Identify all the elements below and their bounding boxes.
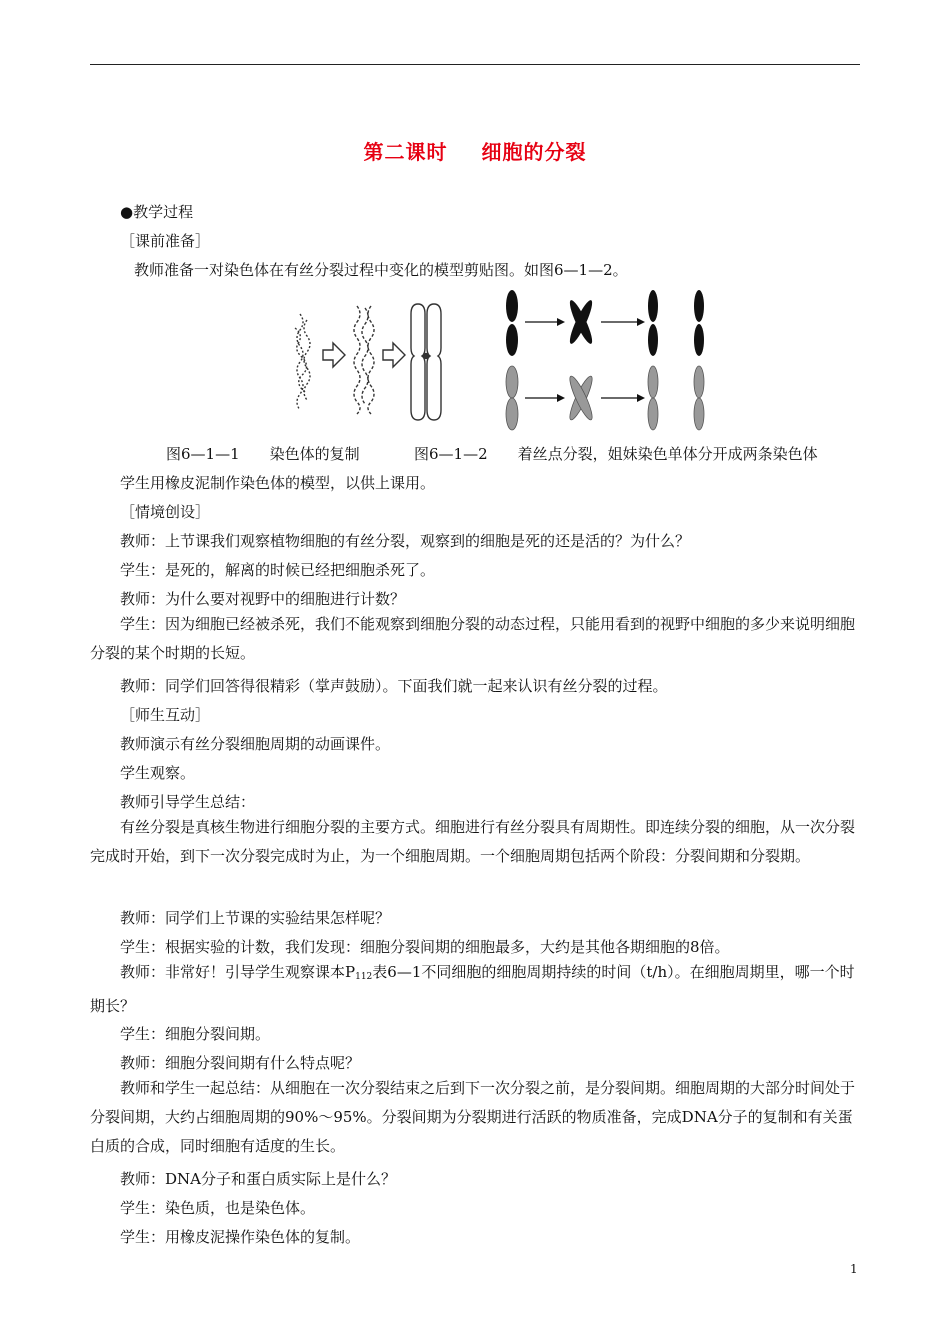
gray-chromosome-row — [506, 366, 704, 430]
dialog-line: 教师：同学们回答得很精彩（掌声鼓励）。下面我们就一起来认识有丝分裂的过程。 — [120, 677, 668, 695]
dialog-line: 教师：同学们上节课的实验结果怎样呢？ — [120, 909, 391, 927]
dialog-line: 教师：DNA分子和蛋白质实际上是什么？ — [120, 1170, 396, 1188]
dialog-line: 学生观察。 — [120, 764, 196, 782]
dialog-line: 学生：染色质，也是染色体。 — [120, 1199, 316, 1217]
dialog-line: 学生：是死的，解离的时候已经把细胞杀死了。 — [120, 561, 436, 579]
arrow-icon — [383, 343, 405, 367]
header-rule — [90, 64, 860, 65]
paragraph-summary: 教师和学生一起总结：从细胞在一次分裂结束之后到下一次分裂之前，是分裂间期。细胞周期的大部分时间处于分裂间期，大约占细胞周期的90%～95%。分裂间期为分裂期进行活跃的物质准备，完成DNA分子的复制和有关蛋白质的合成，同时细胞有适度的生长。 — [90, 1079, 856, 1155]
dialog-line: 教师：为什么要对视野中的细胞进行计数？ — [120, 590, 406, 608]
scene-heading: ［情境创设］ — [120, 503, 211, 521]
black-chromosome-row — [506, 290, 704, 356]
replicating-chromatin-illustration — [354, 306, 374, 414]
paragraph-table-reference: 教师：非常好！引导学生观察课本$P_{112}$表6—1不同细胞的细胞周期持续的时间（t/h）。在细胞周期里，哪一个时期长？ — [90, 963, 855, 1015]
page-title — [0, 136, 950, 165]
after-figure-text: 学生用橡皮泥制作染色体的模型，以供上课用。 — [120, 474, 436, 492]
dialog-line: 教师演示有丝分裂细胞周期的动画课件。 — [120, 735, 391, 753]
figure-caption-6-1-1: 图6—1—1 染色体的复制 — [166, 445, 360, 463]
paragraph-count-reason: 学生：因为细胞已经被杀死，我们不能观察到细胞分裂的动态过程，只能用看到的视野中细胞的多少来说明细胞分裂的某个时期的长短。 — [90, 615, 856, 662]
interact-heading: ［师生互动］ — [120, 706, 211, 724]
dialog-line: 学生：细胞分裂间期。 — [120, 1025, 271, 1043]
title-lesson: 第二课时 — [363, 140, 448, 164]
dialog-line: 教师：上节课我们观察植物细胞的有丝分裂，观察到的细胞是死的还是活的？为什么？ — [120, 532, 691, 550]
dialog-line: 学生：用橡皮泥操作染色体的复制。 — [120, 1228, 361, 1246]
dialog-line: 教师引导学生总结： — [120, 793, 256, 811]
title-topic: 细胞的分裂 — [481, 140, 587, 164]
chromatin-thread-illustration — [295, 314, 310, 410]
paragraph-cell-cycle: 有丝分裂是真核生物进行细胞分裂的主要方式。细胞进行有丝分裂具有周期性。即连续分裂的细胞，从一次分裂完成时开始，到下一次分裂完成时为止，为一个细胞周期。一个细胞周期包括两个阶段：分裂间期和分裂期。 — [90, 818, 856, 865]
figure-caption-6-1-2: 图6—1—2 着丝点分裂，姐妹染色单体分开成两条染色体 — [414, 445, 818, 463]
page-subscript: 112 — [355, 972, 373, 982]
duplicated-chromosome-outline — [411, 304, 441, 420]
chromosome-figure — [285, 284, 725, 434]
prep-text: 教师准备一对染色体在有丝分裂过程中变化的模型剪贴图。如图6—1—2。 — [134, 261, 628, 279]
arrow-icon — [323, 343, 345, 367]
section-heading: ●教学过程 — [120, 203, 194, 221]
page-number: 1 — [850, 1262, 858, 1276]
dialog-line: 教师：细胞分裂间期有什么特点呢？ — [120, 1054, 361, 1072]
prep-heading: ［课前准备］ — [120, 232, 211, 250]
dialog-line: 学生：根据实验的计数，我们发现：细胞分裂间期的细胞最多，大约是其他各期细胞的8倍。 — [120, 938, 730, 956]
